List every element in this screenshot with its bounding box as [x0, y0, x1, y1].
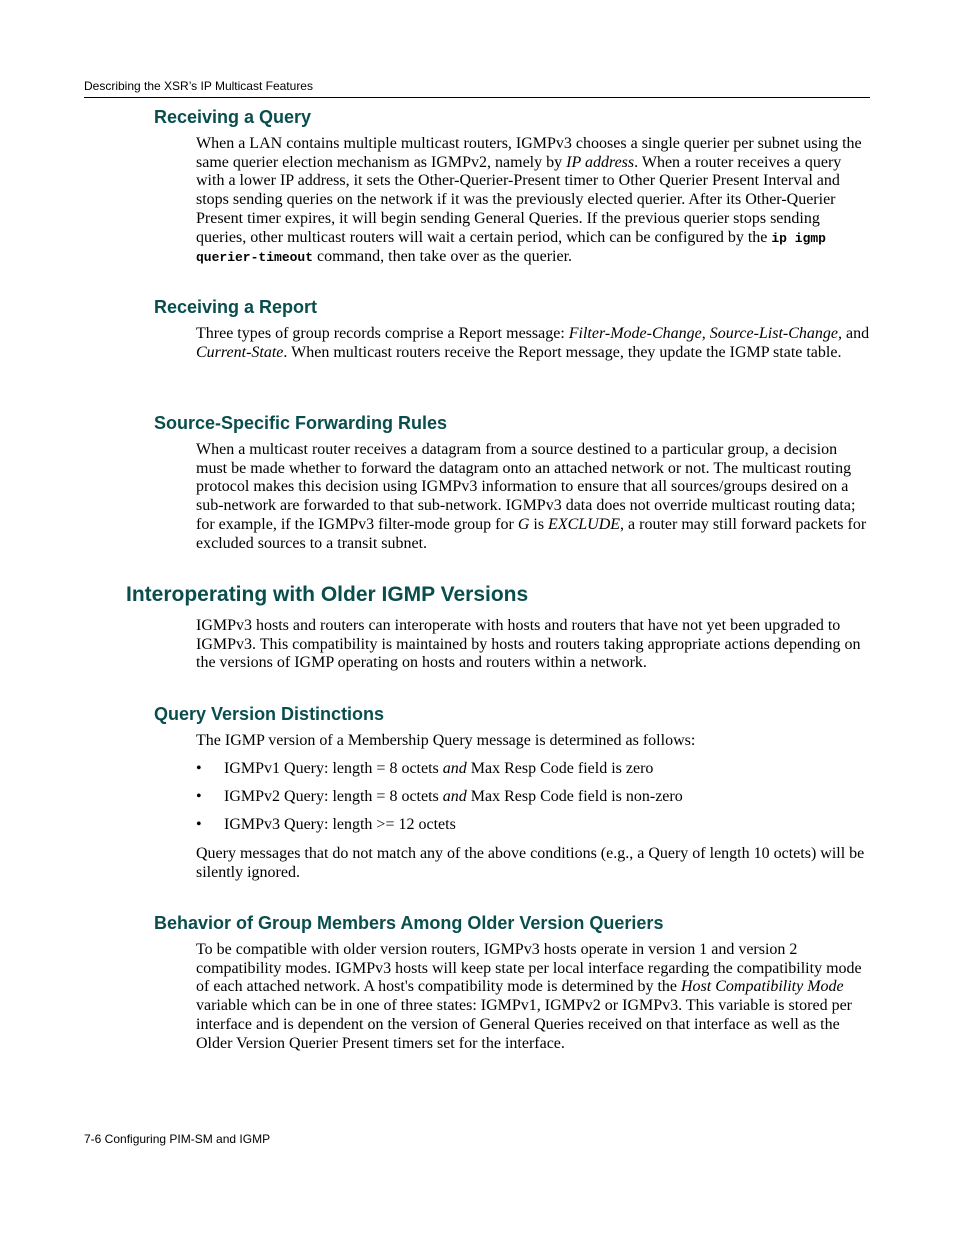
italic-term: Host Compatibility Mode	[680, 978, 844, 996]
italic-term: IP address	[566, 153, 635, 171]
running-header: Describing the XSR’s IP Multicast Features	[84, 79, 313, 93]
list-item-igmpv1	[224, 760, 653, 778]
italic-term: and	[442, 760, 467, 777]
bullet-marker: •	[196, 760, 202, 777]
text-run: Max Resp Code field is zero	[466, 760, 654, 777]
bullet-marker: •	[196, 816, 202, 833]
text-run: When a LAN contains multiple multicast routers, IGMPv3 chooses a single querier per subnet using the same querier election mechanism as IGMPv2, namely by	[196, 135, 862, 171]
text-run: . When multicast routers receive the Report message, they update the IGMP state table.	[283, 343, 842, 361]
paragraph-source-specific-forwarding	[196, 441, 868, 553]
page-footer: 7-6 Configuring PIM-SM and IGMP	[84, 1132, 271, 1146]
text-run: IGMPv2 Query: length = 8 octets	[224, 788, 443, 805]
italic-term: G	[517, 515, 530, 533]
italic-term: and	[442, 788, 467, 805]
paragraph-query-version-outro: Query messages that do not match any of the above conditions (e.g., a Query of length 10 octets) will be silently ignored.	[196, 845, 865, 881]
text-run: variable which can be in one of three states: IGMPv1, IGMPv2 or IGMPv3. This variable is stored per interface and is dependent on the version of General Queries received on that interface as well as the Older Version Querier Present timers set for the interface.	[196, 997, 853, 1052]
heading-source-specific-forwarding-rules: Source-Specific Forwarding Rules	[154, 413, 448, 433]
text-run: To be compatible with older version routers, IGMPv3 hosts operate in version 1 and version 2 compatibility modes. IGMPv3 hosts will keep state per local interface regarding the compatibility mode of each attached network. A host's compatibility mode is determined by the	[196, 941, 862, 996]
header-rule	[84, 97, 870, 98]
bullet-marker: •	[196, 788, 202, 805]
text-run: Max Resp Code field is non-zero	[466, 788, 683, 805]
text-run: , a router may still forward packets for excluded sources to a transit subnet.	[196, 515, 867, 552]
text-run: is	[529, 515, 549, 533]
heading-receiving-a-query: Receiving a Query	[154, 107, 312, 127]
text-run: Three types of group records comprise a Report message:	[196, 325, 569, 342]
command-code: ip igmp querier-timeout	[196, 230, 826, 266]
paragraph-receiving-a-query	[196, 135, 870, 268]
text-run: . When a router receives a query with a lower IP address, it sets the Other-Querier-Present timer to Other Querier Present Interval and stops sending queries on the network if it was the previously elected querier. After its Other-Querier Present timer expires, it will begin sending General Queries. If the previous querier stops sending queries, other multicast routers will wait a certain period, which can be configured by the	[196, 153, 842, 246]
paragraph-query-version-intro: The IGMP version of a Membership Query message is determined as follows:	[196, 732, 696, 749]
text-run: IGMPv1 Query: length = 8 octets	[224, 760, 443, 777]
italic-term: EXCLUDE	[548, 515, 621, 533]
italic-term: Current-State	[196, 343, 284, 361]
text-run: and	[842, 325, 870, 342]
list-item-igmpv3: IGMPv3 Query: length >= 12 octets	[224, 816, 456, 833]
heading-receiving-a-report: Receiving a Report	[154, 297, 318, 317]
heading-interoperating-older-igmp: Interoperating with Older IGMP Versions	[126, 583, 529, 606]
paragraph-receiving-a-report	[196, 325, 870, 362]
italic-term: Filter-Mode-Change, Source-List-Change,	[568, 325, 843, 342]
heading-query-version-distinctions: Query Version Distinctions	[154, 704, 385, 724]
paragraph-behavior-group-members	[196, 941, 870, 1053]
text-run: When a multicast router receives a datagram from a source destined to a particular group, a decision must be made whether to forward the datagram onto an attached network or not. The multicast routing protocol makes this decision using IGMPv3 information to ensure that all sources/groups desired on a sub-network are forwarded to that sub-network. IGMPv3 data does not override multicast routing data; for example, if the IGMPv3 filter-mode group for	[196, 441, 856, 533]
heading-behavior-group-members: Behavior of Group Members Among Older Version Queriers	[154, 913, 664, 933]
text-run: command, then take over as the querier.	[313, 248, 573, 266]
paragraph-interoperating: IGMPv3 hosts and routers can interoperate with hosts and routers that have not yet been upgraded to IGMPv3. This compatibility is maintained by hosts and routers taking appropriate actions depending on the versions of IGMP operating on hosts and routers within a network.	[196, 617, 861, 672]
list-item-igmpv2	[224, 788, 683, 806]
